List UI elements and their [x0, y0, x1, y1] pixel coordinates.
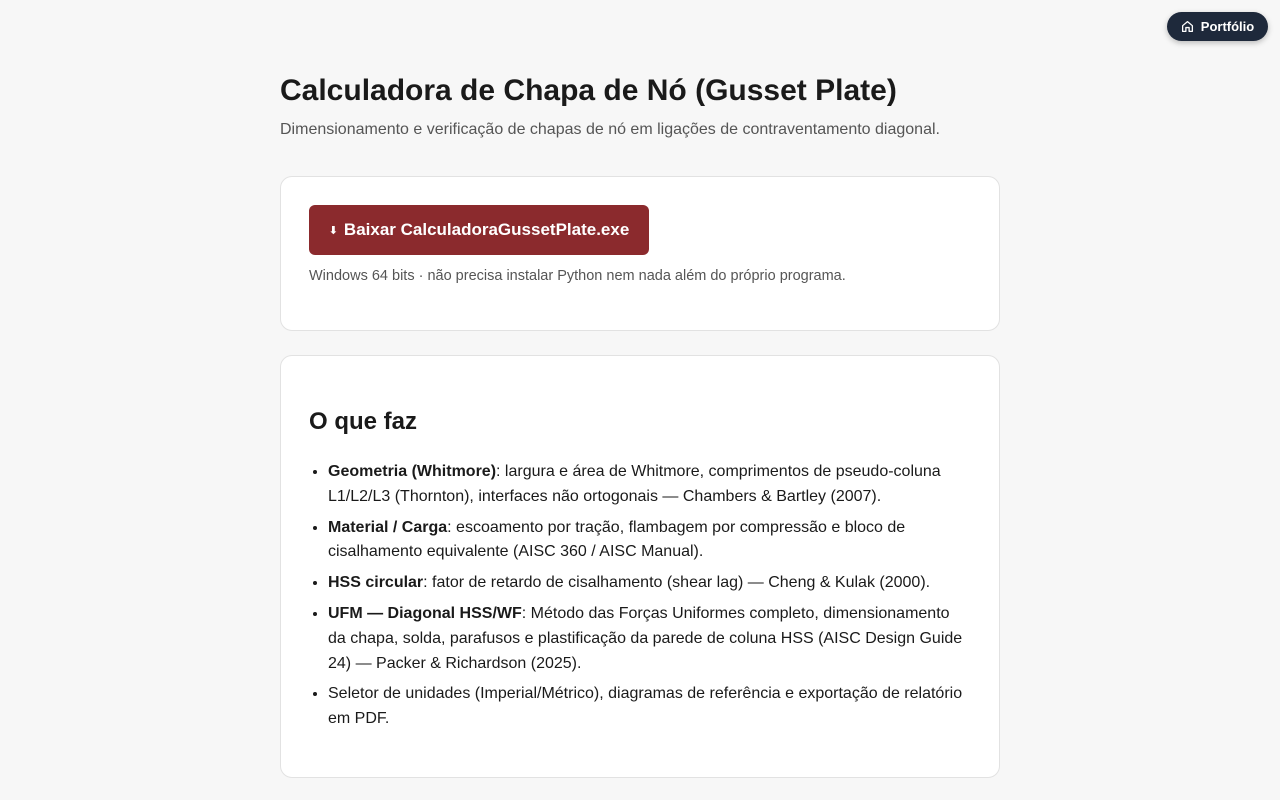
feature-item-title: Geometria (Whitmore): [328, 463, 497, 480]
feature-item-text: : largura e área de Whitmore, comprimentos de pseudo-coluna L1/L2/L3 (Thornton), interfaces não ortogonais — Chambers & Bartley (2007).: [328, 463, 941, 505]
feature-item: [328, 682, 968, 732]
feature-item: [328, 571, 968, 596]
download-button[interactable]: [309, 205, 649, 255]
feature-item: [328, 460, 968, 510]
feature-item: [328, 602, 968, 676]
feature-list: [328, 460, 968, 738]
home-icon: [1181, 20, 1194, 33]
portfolio-label: Portfólio: [1200, 19, 1255, 34]
download-note: Windows 64 bits · não precisa instalar Python nem nada além do próprio programa.: [309, 268, 846, 284]
portfolio-button[interactable]: [1167, 12, 1268, 41]
feature-item-text: Seletor de unidades (Imperial/Métrico), diagramas de referência e exportação de relatório em PDF.: [328, 685, 963, 728]
download-button-label: Baixar CalculadoraGussetPlate.exe: [343, 220, 630, 239]
feature-item-title: UFM — Diagonal HSS/WF: [328, 604, 522, 622]
feature-item-text: : escoamento por tração, flambagem por compressão e bloco de cisalhamento equivalente (AISC 360 / AISC Manual).: [328, 518, 906, 561]
download-arrow-icon: ⬇: [328, 224, 338, 237]
feature-item-text: : Método das Forças Uniformes completo, dimensionamento da chapa, solda, parafusos e plastificação da parede de coluna HSS (AISC Design Guide 24) — Packer & Richardson (2025).: [328, 604, 963, 672]
feature-item-title: HSS circular: [328, 574, 424, 592]
page-subtitle: Dimensionamento e verificação de chapas de nó em ligações de contraventamento diagonal.: [280, 121, 940, 138]
features-title: O que faz: [309, 408, 418, 435]
download-card: [280, 176, 1000, 331]
feature-item-text: : fator de retardo de cisalhamento (shear lag) — Cheng & Kulak (2000).: [423, 574, 931, 592]
page-title: Calculadora de Chapa de Nó (Gusset Plate): [280, 74, 897, 107]
feature-item: [328, 516, 968, 566]
feature-item-title: Material / Carga: [328, 518, 448, 536]
features-card: [280, 355, 1000, 778]
